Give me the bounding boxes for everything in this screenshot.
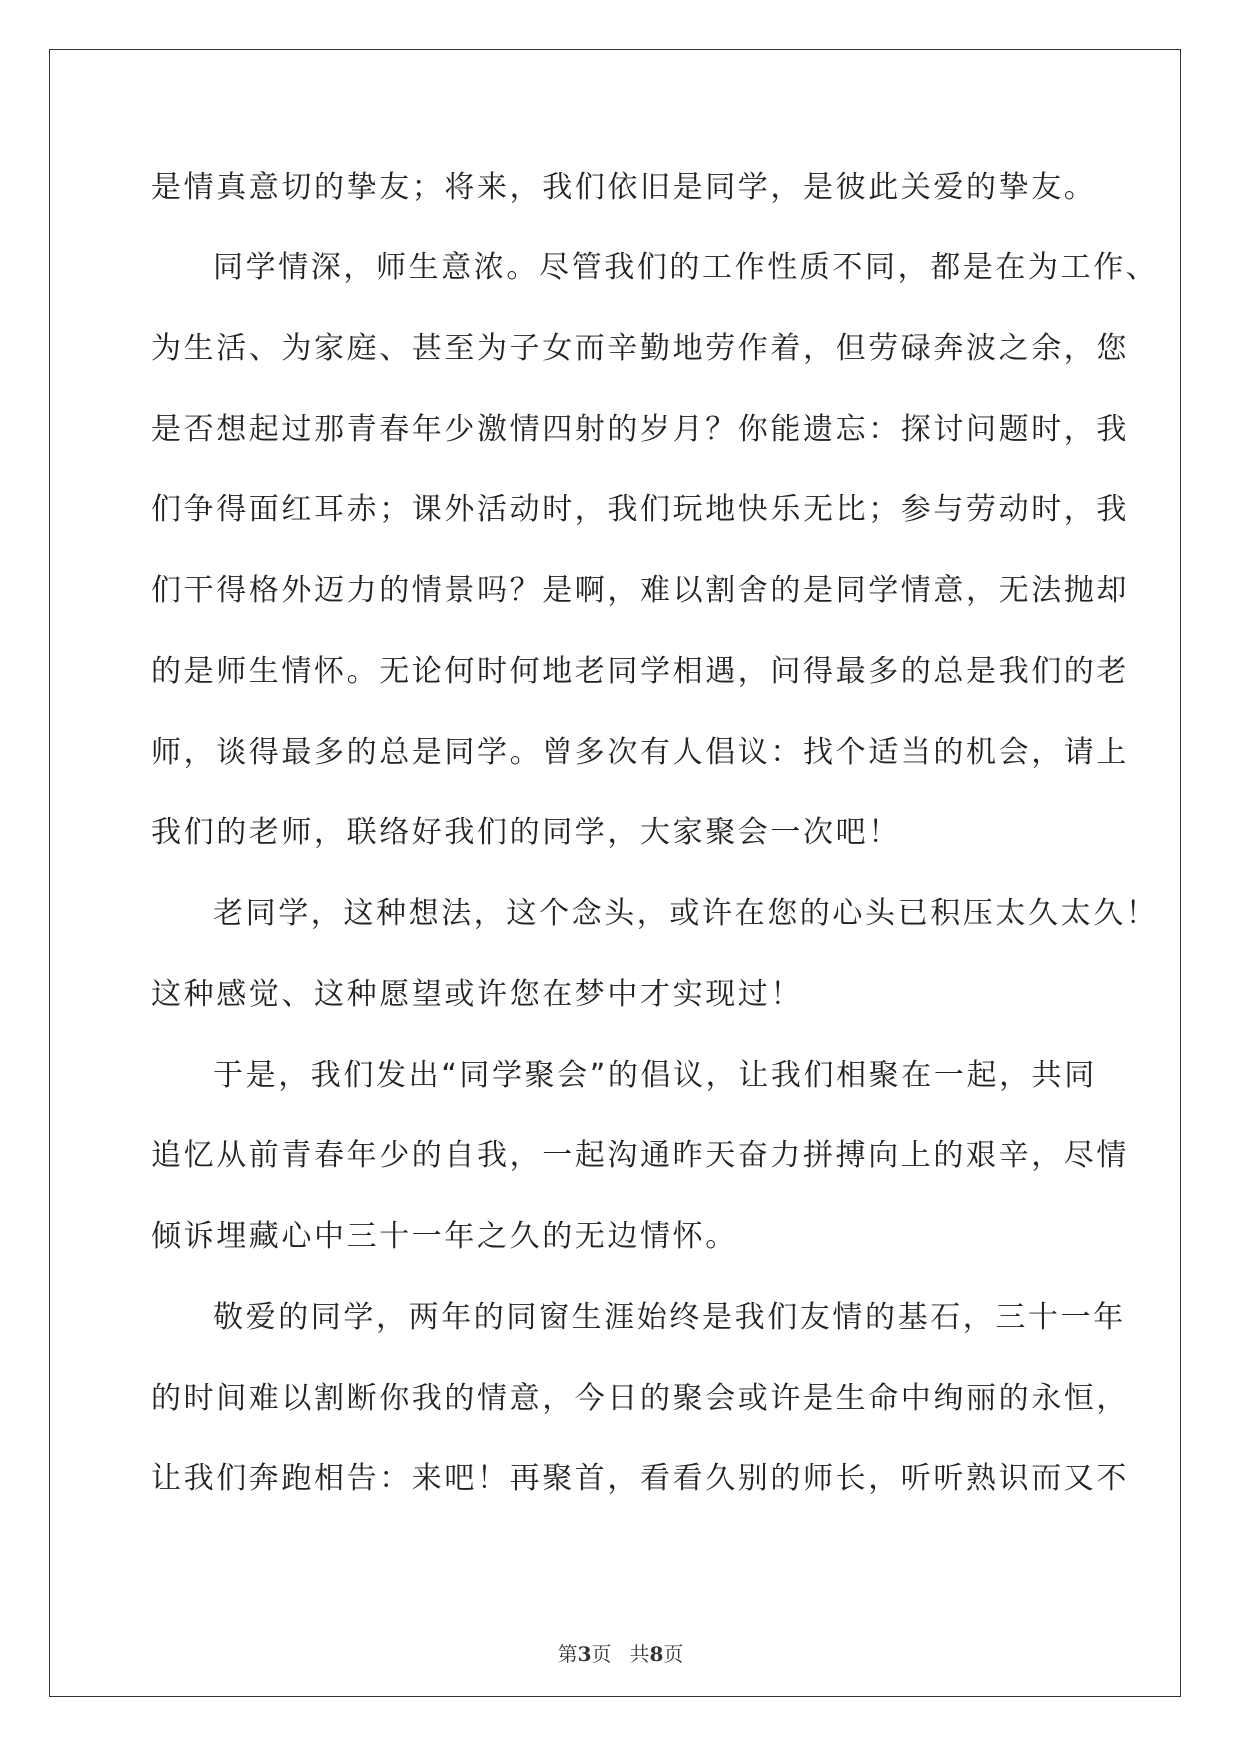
- current-page-number: 3: [577, 1642, 592, 1666]
- page-border: [49, 49, 1181, 1697]
- text-line-7: 的是师生情怀。无论何时何地老同学相遇，问得最多的总是我们的老: [151, 654, 1129, 689]
- text-line-13: 追忆从前青春年少的自我，一起沟通昨天奋力拼搏向上的艰辛，尽情: [151, 1138, 1129, 1173]
- total-suffix: 页: [663, 1642, 684, 1666]
- paragraph-start-line: 敬爱的同学，两年的同窗生涯始终是我们友情的基石，三十一年: [213, 1300, 1126, 1335]
- text-line-3: 为生活、为家庭、甚至为子女而辛勤地劳作着，但劳碌奔波之余，您: [151, 331, 1129, 366]
- text-line-11: 这种感觉、这种愿望或许您在梦中才实现过！: [151, 977, 803, 1012]
- paragraph-start-line: 同学情深，师生意浓。尽管我们的工作性质不同，都是在为工作、: [213, 250, 1159, 285]
- page-prefix: 第: [557, 1642, 578, 1666]
- paragraph-start-line: 于是，我们发出“同学聚会”的倡议，让我们相聚在一起，共同: [213, 1058, 1097, 1093]
- text-line-16: 的时间难以割断你我的情意，今日的聚会或许是生命中绚丽的永恒，: [151, 1381, 1129, 1416]
- text-line-4: 是否想起过那青春年少激情四射的岁月？你能遗忘：探讨问题时，我: [151, 412, 1129, 447]
- text-line-9: 我们的老师，联络好我们的同学，大家聚会一次吧！: [151, 815, 901, 850]
- paragraph-start-line: 老同学，这种想法，这个念头，或许在您的心头已积压太久太久！: [213, 896, 1159, 931]
- text-line-5: 们争得面红耳赤；课外活动时，我们玩地快乐无比；参与劳动时，我: [151, 492, 1129, 527]
- text-line-8: 师，谈得最多的总是同学。曾多次有人倡议：找个适当的机会，请上: [151, 735, 1129, 770]
- total-prefix: 共: [629, 1642, 650, 1666]
- page-footer: [0, 1642, 1241, 1666]
- text-line-17: 让我们奔跑相告：来吧！再聚首，看看久别的师长，听听熟识而又不: [151, 1461, 1129, 1496]
- text-line-6: 们干得格外迈力的情景吗？是啊，难以割舍的是同学情意，无法抛却: [151, 573, 1129, 608]
- text-line-14: 倾诉埋藏心中三十一年之久的无边情怀。: [151, 1219, 738, 1254]
- total-pages-number: 8: [649, 1642, 664, 1666]
- page-suffix: 页: [591, 1642, 612, 1666]
- text-line-1: 是情真意切的挚友；将来，我们依旧是同学，是彼此关爱的挚友。: [151, 170, 1097, 205]
